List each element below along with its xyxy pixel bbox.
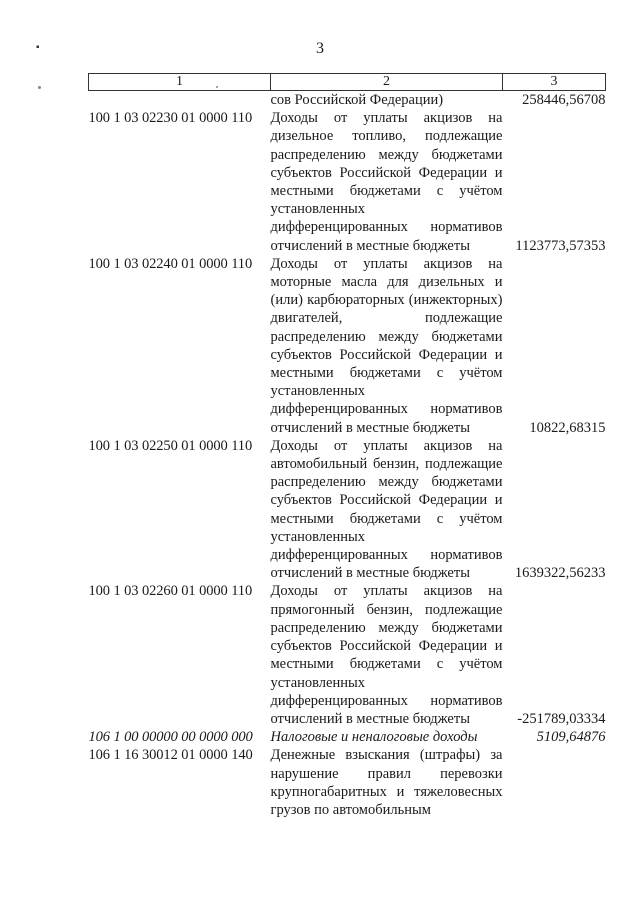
table-row (89, 109, 606, 255)
row-amount: 5109,64876 (536, 729, 606, 746)
row-code: 100 1 03 02260 01 0000 110 (88, 583, 253, 600)
row-amount: 1123773,57353 (515, 237, 606, 254)
row-amount (503, 746, 606, 819)
row-code: 100 1 03 02250 01 0000 110 (88, 437, 253, 454)
row-description: Налоговые и неналоговые доходы (270, 729, 478, 746)
table-row (89, 91, 606, 110)
row-description: Доходы от уплаты акцизов на автомобильный бензин, подлежащие распределению между бюджетами субъектов Российской Федерации и местными бюджетами с учётом установленных дифференцированных нормативов отчислений в местные бюджеты (270, 437, 503, 582)
row-description: Доходы от уплаты акцизов на дизельное топливо, подлежащие распределению между бюджетами субъектов Российской Федерации и местными бюджетами с учётом установленных дифференцированных нормативов отчислений в местные бюджеты (270, 110, 503, 254)
table-row (89, 255, 606, 437)
row-code: 106 1 16 30012 01 0000 140 (88, 747, 253, 764)
table-row (89, 728, 606, 746)
row-amount: -251789,03334 (517, 710, 606, 727)
row-description: Доходы от уплаты акцизов на моторные масла для дизельных и (или) карбюраторных (инжекторных) двигателей, подлежащие распределению между бюджетами субъектов Российской Федерации и местными бюджетами с учётом установленных дифференцированных нормативов отчислений в местные бюджеты (270, 255, 503, 436)
row-description: сов Российской Федерации) (270, 92, 444, 108)
table-row (89, 746, 606, 819)
margin-dot (38, 86, 41, 89)
page-number: 3 (316, 40, 324, 57)
table-row (89, 582, 606, 728)
column-header-amount: 3 (503, 74, 606, 91)
row-description: Денежные взыскания (штрафы) за нарушение правил перевозки крупногабаритных и тяжеловесных грузов по автомобильным (270, 747, 503, 818)
table-row (89, 437, 606, 583)
row-amount: 10822,68315 (529, 419, 606, 436)
row-amount: 258446,56708 (522, 92, 606, 108)
row-code: 106 1 00 00000 00 0000 000 (88, 729, 253, 746)
row-code: 100 1 03 02230 01 0000 110 (88, 110, 253, 127)
margin-mark: ▪ (36, 42, 40, 53)
row-amount: 1639322,56233 (514, 565, 606, 582)
row-code: 100 1 03 02240 01 0000 110 (88, 255, 253, 272)
row-code (89, 91, 271, 110)
column-header-code: 1 (89, 74, 271, 91)
column-header-description: 2 (271, 74, 503, 91)
revenue-table (88, 73, 606, 819)
row-description: Доходы от уплаты акцизов на прямогонный бензин, подлежащие распределению между бюджетами субъектов Российской Федерации и местными бюджетами с учётом установленных дифференцированных нормативов отчислений в местные бюджеты (270, 583, 503, 727)
table-header-row (89, 74, 606, 91)
